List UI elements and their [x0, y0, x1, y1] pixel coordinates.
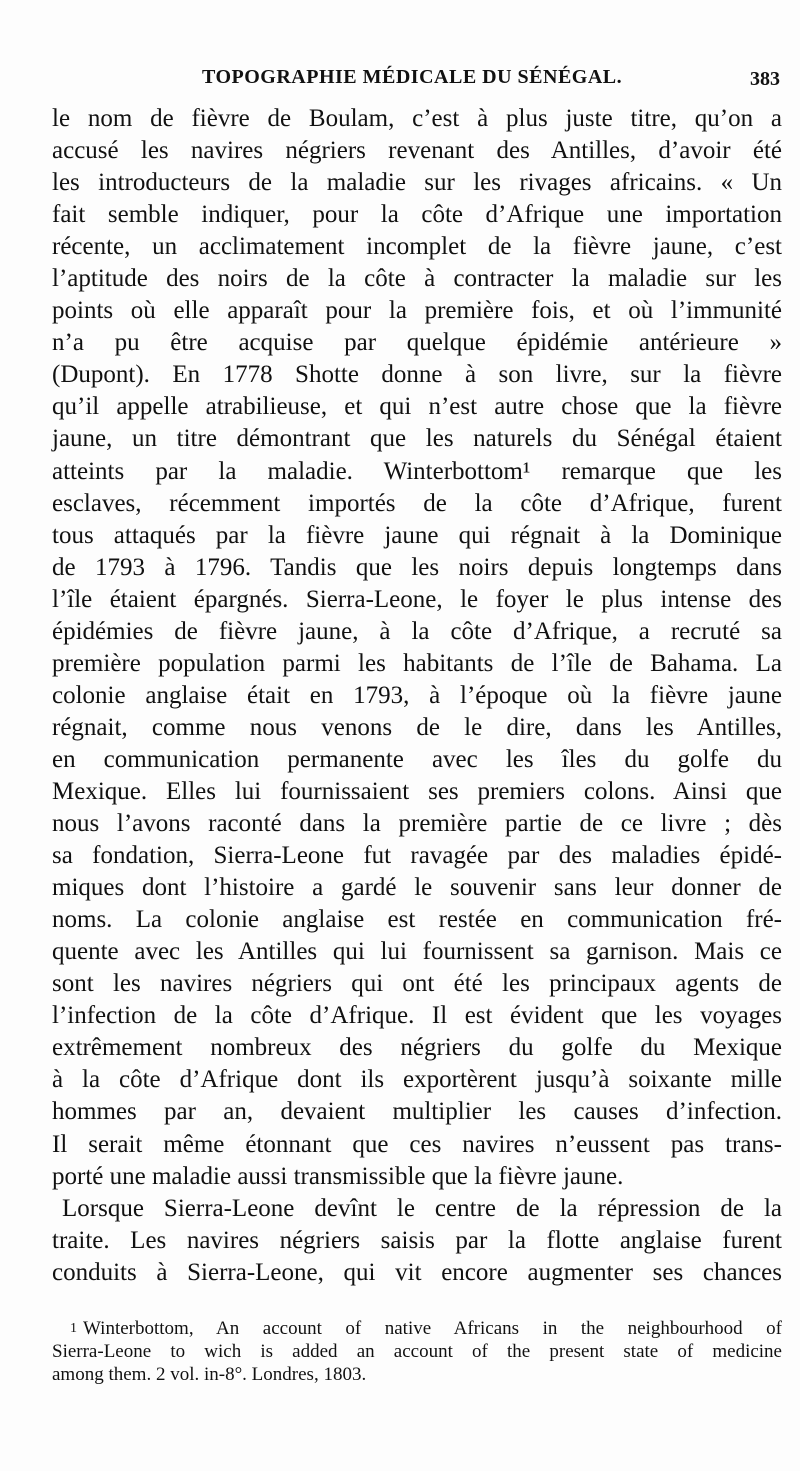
text-line: fait semble indiquer, pour la côte d’Afrique une importation [52, 201, 782, 229]
running-title: TOPOGRAPHIE MÉDICALE DU SÉNÉGAL. [202, 66, 623, 88]
text-line: épidémies de fièvre jaune, à la côte d’Afrique, a recruté sa [52, 617, 782, 645]
text-line: régnait, comme nous venons de le dire, dans les Antilles, [52, 713, 782, 741]
page-header [150, 66, 780, 96]
text-line: esclaves, récemment importés de la côte d’Afrique, furent [52, 489, 782, 517]
page-number: 383 [750, 68, 780, 90]
text-line: l’aptitude des noirs de la côte à contracter la maladie sur les [52, 265, 782, 293]
text-line: première population parmi les habitants de l’île de Bahama. La [52, 649, 782, 677]
body-text [52, 103, 782, 1289]
text-line: qu’il appelle atrabilieuse, et qui n’est autre chose que la fièvre [52, 393, 782, 421]
text-line: récente, un acclimatement incomplet de la fièvre jaune, c’est [52, 233, 782, 261]
text-line: nous l’avons raconté dans la première partie de ce livre ; dès [52, 810, 782, 838]
text-line: hommes par an, devaient multiplier les causes d’infection. [52, 1098, 782, 1126]
text-line: extrêmement nombreux des négriers du golfe du Mexique [52, 1034, 782, 1062]
text-line: points où elle apparaît pour la première fois, et où l’immunité [52, 297, 782, 325]
text-line: l’infection de la côte d’Afrique. Il est évident que les voyages [52, 1002, 782, 1030]
footnote-line: among them. 2 vol. in-8°. Londres, 1803. [52, 1364, 367, 1385]
text-line: tous attaqués par la fièvre jaune qui régnait à la Dominique [52, 521, 782, 549]
text-line: porté une maladie aussi transmissible que la fièvre jaune. [52, 1162, 624, 1190]
text-line: jaune, un titre démontrant que les naturels du Sénégal étaient [52, 425, 782, 453]
footnote-line [52, 1317, 782, 1340]
text-line: sa fondation, Sierra-Leone fut ravagée par des maladies épidé- [52, 842, 782, 870]
text-line: le nom de fièvre de Boulam, c’est à plus juste titre, qu’on a [52, 105, 782, 132]
footnote-line: Sierra-Leone to wich is added an account of the present state of medicine [52, 1341, 782, 1362]
text-line: à la côte d’Afrique dont ils exportèrent jusqu’à soixante mille [52, 1066, 782, 1094]
text-line: les introducteurs de la maladie sur les rivages africains. « Un [52, 169, 782, 197]
text-line: n’a pu être acquise par quelque épidémie antérieure » [52, 329, 782, 357]
text-line: accusé les navires négriers revenant des Antilles, d’avoir été [52, 137, 782, 165]
text-line: atteints par la maladie. Winterbottom¹ remarque que les [52, 457, 782, 485]
footnote-text: Winterbottom, An account of native Africans in the neighbourhood of [83, 1318, 782, 1339]
footnote [52, 1317, 782, 1386]
text-line: traite. Les navires négriers saisis par la flotte anglaise furent [52, 1226, 782, 1254]
text-line: sont les navires négriers qui ont été les principaux agents de [52, 970, 782, 998]
text-line: l’île étaient épargnés. Sierra-Leone, le foyer le plus intense des [52, 585, 782, 613]
text-line: noms. La colonie anglaise est restée en communication fré- [52, 906, 782, 934]
footnote-mark: 1 [70, 1321, 77, 1336]
text-line: (Dupont). En 1778 Shotte donne à son livre, sur la fièvre [52, 361, 782, 389]
text-line: Il serait même étonnant que ces navires n’eussent pas trans- [52, 1130, 782, 1158]
text-line: colonie anglaise était en 1793, à l’époque où la fièvre jaune [52, 681, 782, 709]
text-line: en communication permanente avec les îles du golfe du [52, 745, 782, 773]
text-line: quente avec les Antilles qui lui fournissent sa garnison. Mais ce [52, 938, 782, 966]
text-line: Mexique. Elles lui fournissaient ses premiers colons. Ainsi que [52, 777, 782, 805]
text-line: conduits à Sierra-Leone, qui vit encore augmenter ses chances [52, 1258, 782, 1286]
text-line: Lorsque Sierra-Leone devînt le centre de la répression de la [62, 1194, 782, 1222]
text-line: de 1793 à 1796. Tandis que les noirs depuis longtemps dans [52, 553, 782, 581]
text-line: miques dont l’histoire a gardé le souvenir sans leur donner de [52, 874, 782, 902]
